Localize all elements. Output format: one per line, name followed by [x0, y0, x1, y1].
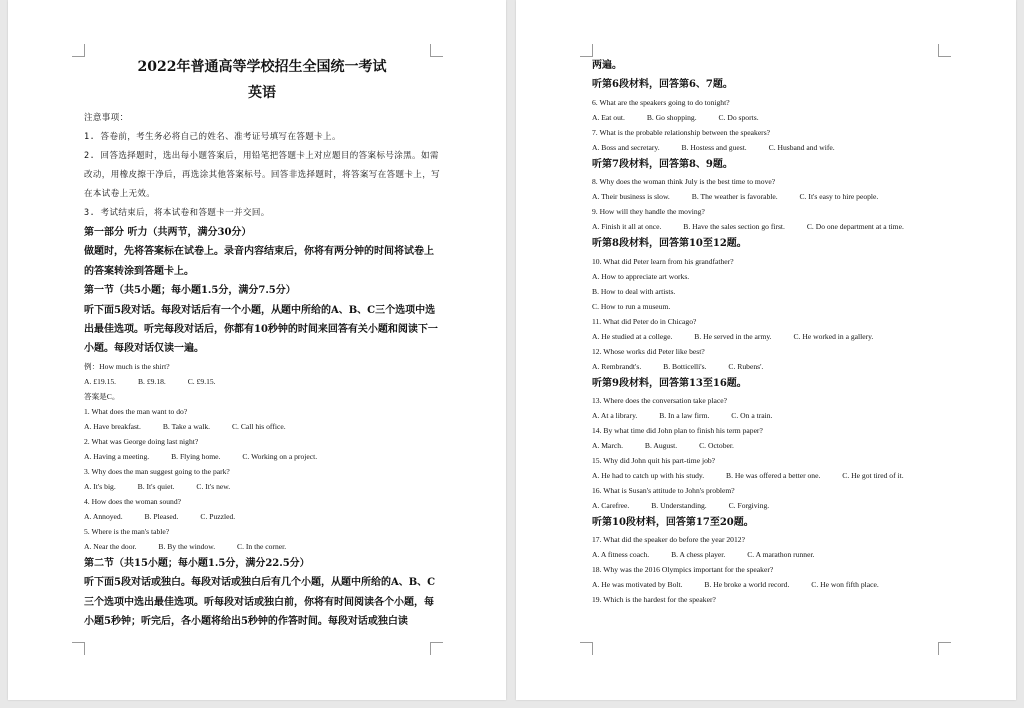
option: C. It's new. [196, 481, 231, 491]
option: A. Eat out. [592, 112, 625, 122]
question: 1. What does the man want to do? [84, 406, 188, 416]
section1-heading: 第一节（共5小题；每小题1.5分，满分7.5分） [84, 285, 296, 297]
crop-mark [430, 642, 443, 655]
question-options [592, 577, 948, 592]
option: C. Do sports. [718, 112, 759, 122]
option: C. Do one department at a time. [806, 222, 904, 232]
option: B. He was offered a better one. [726, 471, 821, 481]
option: C. A marathon runner. [747, 550, 815, 560]
option: A. March. [592, 441, 623, 451]
question: 19. Which is the hardest for the speaker? [592, 595, 716, 605]
question: 15. Why did John quit his part-time job? [592, 456, 716, 466]
material-heading: 听第6段材料，回答第6、7题。 [592, 79, 733, 91]
option: A. Having a meeting. [84, 451, 150, 461]
option: A. Carefree. [592, 501, 630, 511]
example-answer: 答案是C。 [84, 391, 120, 401]
option: C. October. [699, 441, 734, 451]
page-1-content [84, 54, 440, 631]
option: B. It's quiet. [137, 481, 175, 491]
material-heading: 听第10段材料，回答第17至20题。 [592, 517, 754, 529]
option: A. At a library. [592, 411, 638, 421]
question-options [592, 438, 948, 453]
material-heading: 听第9段材料，回答第13至16题。 [592, 377, 747, 389]
question-options [592, 408, 948, 423]
option: B. £9.18. [137, 376, 166, 386]
example-question: 例：How much is the shirt? [84, 361, 170, 371]
option: B. In a law firm. [659, 411, 710, 421]
option: B. Flying home. [171, 451, 221, 461]
option: B. The weather is favorable. [691, 192, 778, 202]
option: A. He studied at a college. [592, 331, 673, 341]
notice-item: 2. 回答选择题时，选出每小题答案后，用铅笔把答题卡上对应题目的答案标号涂黑。如需改动，用橡皮擦干净后，再选涂其他答案标号。回答非选择题时，将答案写在答题卡上，写在本试卷上无效。 [84, 151, 441, 199]
option: B. A chess player. [671, 550, 726, 560]
option: B. Understanding. [651, 501, 707, 511]
crop-mark [938, 642, 951, 655]
option: A. £19.15. [84, 376, 117, 386]
option: A. Rembrandt's. [592, 361, 642, 371]
option: C. He got tired of it. [842, 471, 904, 481]
part1-heading: 第一部分 听力（共两节，满分30分） [84, 227, 252, 238]
option: A. He was motivated by Bolt. [592, 580, 683, 590]
question-options [592, 110, 948, 125]
option: B. Go shopping. [646, 112, 697, 122]
option: B. How to deal with artists. [592, 286, 676, 296]
option: C. He worked in a gallery. [793, 331, 874, 341]
page-2-content [592, 56, 948, 607]
question: 7. What is the probable relationship between the speakers? [592, 127, 771, 137]
question-options [592, 468, 948, 483]
material-heading: 听第8段材料，回答第10至12题。 [592, 238, 747, 250]
question: 9. How will they handle the moving? [592, 207, 705, 217]
question-options [84, 449, 440, 464]
question: 18. Why was the 2016 Olympics important for the speaker? [592, 565, 774, 575]
exam-title: 2022年普通高等学校招生全国统一考试 [137, 59, 387, 75]
question-options [84, 419, 440, 434]
question: 2. What was George doing last night? [84, 436, 199, 446]
continuation-text: 两遍。 [592, 60, 622, 71]
question: 6. What are the speakers going to do tonight? [592, 97, 730, 107]
option: B. By the window. [158, 541, 216, 551]
question: 10. What did Peter learn from his grandfather? [592, 256, 734, 266]
part1-intro: 做题时，先将答案标在试卷上。录音内容结束后，你将有两分钟的时间将试卷上的答案转涂到答题卡上。 [84, 246, 434, 277]
option: A. Their business is slow. [592, 192, 670, 202]
option: C. Husband and wife. [768, 142, 835, 152]
question: 13. Where does the conversation take place? [592, 396, 728, 406]
question: 14. By what time did John plan to finish his term paper? [592, 426, 763, 436]
question: 16. What is Susan's attitude to John's problem? [592, 486, 735, 496]
option: A. A fitness coach. [592, 550, 650, 560]
example-options [84, 374, 440, 389]
question: 17. What did the speaker do before the year 2012? [592, 535, 745, 545]
question-options [84, 509, 440, 524]
option: C. Call his office. [231, 421, 286, 431]
section2-heading: 第二节（共15小题；每小题1.5分，满分22.5分） [84, 557, 310, 569]
option: C. On a train. [731, 411, 773, 421]
section2-intro: 听下面5段对话或独白。每段对话或独白后有几个小题，从题中所给的A、B、C三个选项中选出最佳选项。听每段对话或独白前，你将有时间阅读各个小题，每小题5秒钟；听完后，各小题将给出5秒钟的作答时间。每段对话或独白读 [84, 577, 436, 628]
question: 5. Where is the man's table? [84, 526, 170, 536]
option: C. Working on a project. [242, 451, 318, 461]
crop-mark [580, 642, 593, 655]
option: C. He won fifth place. [811, 580, 879, 590]
option: B. Take a walk. [162, 421, 211, 431]
option: B. Hostess and guest. [681, 142, 747, 152]
question-options [592, 359, 948, 374]
question: 11. What did Peter do in Chicago? [592, 316, 697, 326]
section1-intro: 听下面5段对话。每段对话后有一个小题，从题中所给的A、B、C三个选项中选出最佳选项。听完每段对话后，你都有10秒钟的时间来回答有关小题和阅读下一小题。每段对话仅读一遍。 [84, 304, 438, 355]
option: A. Annoyed. [84, 511, 123, 521]
option: C. Forgiving. [728, 501, 770, 511]
question-options [84, 479, 440, 494]
option: A. Boss and secretary. [592, 142, 660, 152]
option: C. It's easy to hire people. [799, 192, 879, 202]
option: A. Near the door. [84, 541, 137, 551]
option: C. Puzzled. [200, 511, 236, 521]
option: B. Botticelli's. [663, 361, 707, 371]
question-options [592, 547, 948, 562]
question-options [592, 498, 948, 513]
question: 8. Why does the woman think July is the best time to move? [592, 177, 776, 187]
option: C. Rubens'. [728, 361, 764, 371]
option: B. Have the sales section go first. [683, 222, 785, 232]
document-page-1 [8, 0, 506, 700]
notice-item: 3. 考试结束后，将本试卷和答题卡一并交回。 [84, 208, 270, 218]
option: B. He served in the army. [694, 331, 772, 341]
option: B. August. [644, 441, 678, 451]
option: A. Finish it all at once. [592, 222, 662, 232]
question: 12. Whose works did Peter like best? [592, 346, 705, 356]
exam-subject: 英语 [248, 85, 276, 101]
question: 3. Why does the man suggest going to the park? [84, 466, 230, 476]
question-options [592, 140, 948, 155]
option: A. He had to catch up with his study. [592, 471, 705, 481]
option: C. £9.15. [187, 376, 216, 386]
question-options [592, 329, 948, 344]
document-page-2 [516, 0, 1016, 700]
option: C. How to run a museum. [592, 301, 671, 311]
question-options [592, 189, 948, 204]
option: B. Pleased. [144, 511, 179, 521]
crop-mark [72, 642, 85, 655]
notice-item: 1. 答卷前，考生务必将自己的姓名、准考证号填写在答题卡上。 [84, 132, 341, 142]
option: C. In the corner. [237, 541, 287, 551]
question-options [84, 539, 440, 554]
option: A. Have breakfast. [84, 421, 141, 431]
option: B. He broke a world record. [704, 580, 790, 590]
question: 4. How does the woman sound? [84, 496, 182, 506]
notice-heading: 注意事项： [84, 113, 129, 123]
material-heading: 听第7段材料，回答第8、9题。 [592, 158, 733, 170]
option: A. It's big. [84, 481, 116, 491]
option: A. How to appreciate art works. [592, 271, 690, 281]
question-options [592, 219, 948, 234]
